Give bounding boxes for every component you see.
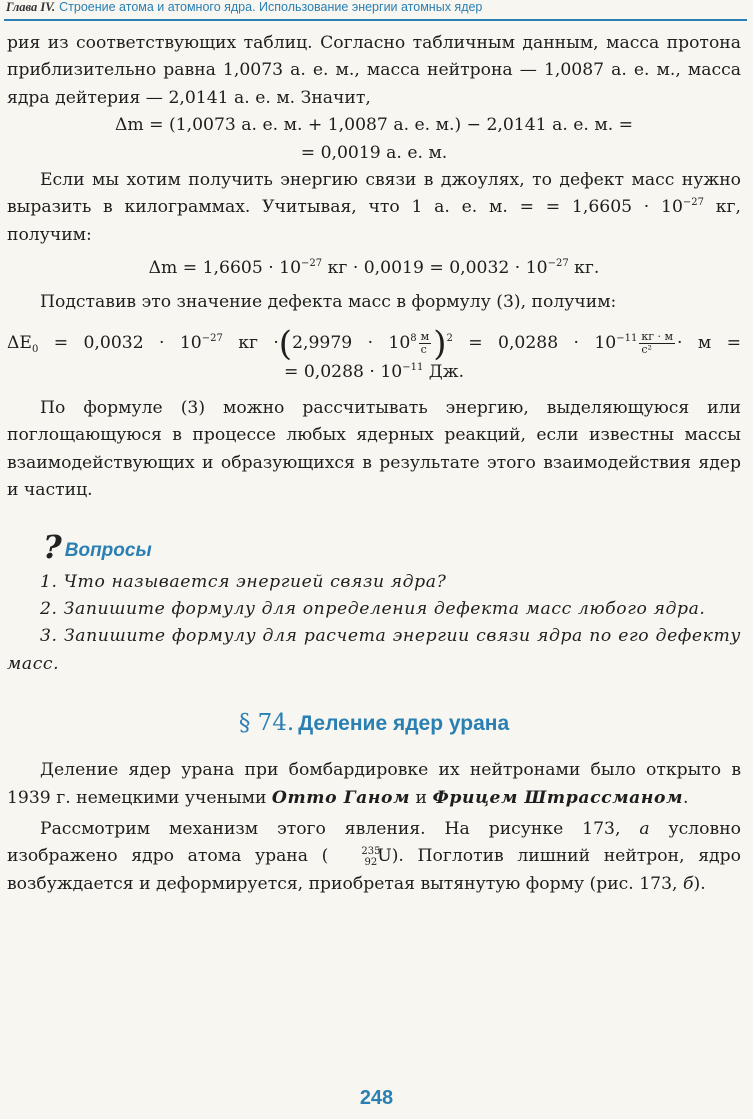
element-symbol: U <box>377 846 392 867</box>
question-item: 1. Что называется энергией связи ядра? <box>40 571 447 592</box>
f3-f: · м = <box>677 333 742 354</box>
paren-open: ( <box>278 324 293 365</box>
formula-mass-defect-1: Δm = (1,0073 а. е. м. + 1,0087 а. е. м.) − 2,0141 а. е. м. = <box>114 115 634 136</box>
section-title: Деление ядер урана <box>298 712 510 736</box>
f3-a: ΔE <box>7 333 32 354</box>
f3-b: = 0,0032 · 10 <box>38 333 202 354</box>
p5-end: . <box>683 787 689 808</box>
fraction-m-per-s <box>419 331 432 356</box>
formula-mass-kg <box>7 255 741 282</box>
chapter-label: Глава IV. <box>6 0 56 14</box>
page-content <box>7 30 741 898</box>
p6-d: ). <box>693 873 706 894</box>
p6-a: Рассмотрим механизм этого явления. На рисунке 173, <box>40 818 640 839</box>
f3-exp2: 8 <box>410 333 417 345</box>
question-item: 3. Запишите формулу для расчета энергии связи ядра по его дефекту масс. <box>7 626 741 674</box>
frac1-num: м <box>420 330 430 344</box>
formula-energy-result <box>7 359 741 386</box>
running-header <box>6 0 747 18</box>
f3-exp1: −27 <box>201 333 223 345</box>
f4-a: = 0,0288 · 10 <box>283 362 403 383</box>
header-rule <box>4 19 747 21</box>
chapter-title: Строение атома и атомного ядра. Использование энергии атомных ядер <box>59 0 483 14</box>
formula-energy <box>7 324 742 365</box>
mass-number: 235 <box>361 846 381 858</box>
formula-mass-defect-2: = 0,0019 а. е. м. <box>300 142 448 163</box>
section-number: § 74. <box>238 710 295 737</box>
paragraph-6 <box>7 816 741 898</box>
f3-exp3: −11 <box>616 333 638 345</box>
p2-exponent: −27 <box>682 197 705 209</box>
p2-text-b: кг, получим: <box>7 197 741 245</box>
f4-exp: −11 <box>402 362 424 374</box>
section-heading <box>7 708 741 739</box>
questions-heading <box>7 527 741 566</box>
figure-letter-b: б <box>682 873 694 894</box>
question-item: 2. Запишите формулу для определения дефекта масс любого ядра. <box>40 598 706 619</box>
paragraph-5 <box>7 757 741 812</box>
paragraph-3: Подставив это значение дефекта масс в формулу (3), получим: <box>40 291 617 312</box>
questions-title: Вопросы <box>64 539 152 561</box>
p6-c: ). Поглотив лишний нейтрон, ядро возбуждается и деформируется, приобретая вытянутую форму (рис. 173, <box>7 846 741 894</box>
charge-number: 92 <box>364 857 378 869</box>
f3-sq: 2 <box>446 333 453 345</box>
f3-sub: 0 <box>31 344 39 356</box>
page-number: 248 <box>359 1087 394 1109</box>
frac1-den: с <box>420 343 427 357</box>
question-mark-icon: ? <box>43 527 62 566</box>
p5-a: Деление ядер урана при бомбардировке их нейтронами было открыто в 1939 г. немецкими учеными <box>7 760 741 808</box>
p5-and: и <box>410 787 433 808</box>
paragraph-2 <box>7 167 741 249</box>
f2-b: кг · 0,0019 = 0,0032 · 10 <box>322 258 548 279</box>
fraction-kgm-per-s2 <box>639 331 675 356</box>
f2-exp2: −27 <box>547 258 569 270</box>
figure-letter-a: а <box>639 818 650 839</box>
scientist-name-hahn: Отто Ганом <box>271 787 411 808</box>
paren-close: ) <box>433 324 447 365</box>
p2-text-a: Если мы хотим получить энергию связи в джоулях, то дефект масс нужно выразить в килограммах. Учитывая, что 1 а. е. м. = = 1,6605 · 10 <box>7 170 741 218</box>
paragraph-1: рия из соответствующих таблиц. Согласно табличным данным, масса протона приблизительно равна 1,0073 а. е. м., масса нейтрона — 1,0087 а. е. м., масса ядра дейтерия — 2,0141 а. е. м. Значит, <box>7 33 741 108</box>
f4-b: Дж. <box>423 362 465 383</box>
p6-b: условно изображено ядро атома урана ( <box>7 818 742 867</box>
frac2-den: с² <box>641 343 652 357</box>
f2-exp1: −27 <box>301 258 323 270</box>
f2-c: кг. <box>568 258 600 279</box>
f3-d: 2,9979 · 10 <box>292 333 411 354</box>
f2-a: Δm = 1,6605 · 10 <box>148 258 302 279</box>
f3-c: кг · <box>222 333 279 354</box>
f3-e: = 0,0288 · 10 <box>452 333 617 354</box>
frac2-num: кг · м <box>641 330 674 344</box>
uranium-nuclide <box>328 843 391 870</box>
questions-list <box>7 569 741 679</box>
scientist-name-strassmann: Фрицем Штрассманом <box>432 787 684 808</box>
paragraph-4: По формуле (3) можно рассчитывать энергию, выделяющуюся или поглощающуюся в процессе любых ядерных реакций, если известны массы взаимодействующих и образующихся в результате этого взаимодействия ядер и частиц. <box>7 397 741 501</box>
